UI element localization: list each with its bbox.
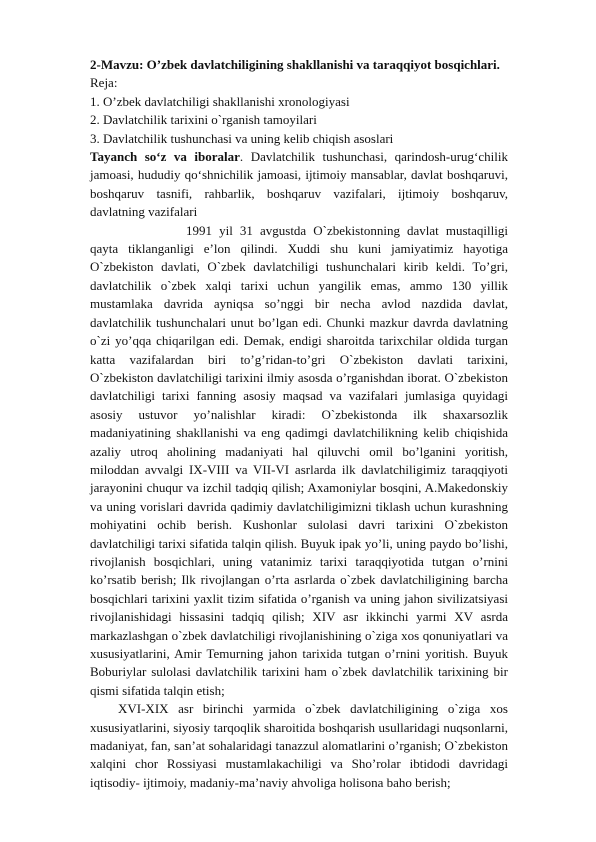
key-terms-text: . Davlatchilik tushunchasi, qarindosh-urug‘chilik jamoasi, hududiy qo‘shnichilik jamoasi, ijtimoiy mansablar, davlat boshqaruvi, boshqaruv tasnifi, rahbarlik, boshqaruv vazifalari, ijtimoiy boshqaruv, davlatning vazifalari — [90, 149, 508, 220]
key-terms-label: Tayanch so‘z va iboralar — [90, 149, 240, 165]
key-terms-paragraph — [90, 148, 508, 222]
body-paragraph-2: XVI-XIX asr birinchi yarmida o`zbek davlatchiligining o`ziga xos xususiyatlarini, siyosiy tarqoqlik sharoitida boshqarish usullaridagi nuqsonlarni, madaniyat, fan, san’at sohalaridagi tanazzul alomatlarini o’rganish; O`zbekiston xalqini chor Rossiyasi mustamlakachiligi va Sho’rolar ibtidodi davridagi iqtisodiy- ijtimoiy, madaniy-ma’naviy ahvoliga holisona baho berish; — [90, 701, 508, 790]
plan-item: 3. Davlatchilik tushunchasi va uning kelib chiqish asoslari — [90, 130, 394, 146]
document-title: 2-Mavzu: O’zbek davlatchiligining shakllanishi va taraqqiyot bosqichlari. — [90, 57, 500, 72]
plan-item: 2. Davlatchilik tarixini o`rganish tamoyilari — [90, 112, 317, 128]
document-page — [90, 56, 508, 792]
plan-label: Reja: — [90, 75, 118, 91]
body-paragraph-1: 1991 yil 31 avgustda O`zbekistonning davlat mustaqilligi qayta tiklanganligi e’lon qilindi. Xuddi shu kuni jamiyatimiz hayotiga O`zbekiston davlati, O`zbek davlatchiligi tushunchalari kirib keldi. To’gri, davlatchilik o`zbek xalqi tarixi uchun yangilik emas, ammo 130 yillik mustamlaka davrida ayniqsa so’nggi bir necha avlod nazdida davlat, davlatchilik tushunchalari unut bo’lgan edi. Chunki mazkur davrda davlatning o`zi yo’qqa chiqarilgan edi. Demak, endigi sharoitda tarixchilar oldida turgan katta vazifalardan biri to’g’ridan-to’gri O`zbekiston davlati tarixini, O`zbekiston davlatchiligi tarixini ilmiy asosda o’rganishdan iborat. O`zbekiston davlatchiligi tarixi fanning asosiy maqsad va vazifalari jumlasiga quyidagi asosiy ustuvor yo’nalishlar kiradi: O`zbekistonda ilk shaxarsozlik madaniyatining shakllanishi va eng qadimgi davlatchilikning kelib chiqishida azaliy utroq aholining madaniyati hal qiluvchi omil bo’lganini yoritish, miloddan avvalgi IX-VIII va VII-VI asrlarda ilk davlatchiligimiz taraqqiyoti jarayonini chuqur va izchil tadqiq qilish; Axamoniylar bosqini, A.Makedonskiy va uning vorislari davrida qadimiy davlatchiligimizni tiklash uchun kurashning mohiyatini ochib berish. Kushonlar sulolasi davri tarixini O`zbekiston davlatchiligi tarixi sifatida talqin qilish. Buyuk ipak yo’li, uning paydo bo’lishi, rivojlanish bosqichlari, uning vatanimiz tarixi taraqqiyotida tutgan o’rnini ko’rsatib berish; Ilk rivojlangan o’rta asrlarda o`zbek davlatchiligining barcha bosqichlari tarixini yaxlit tizim sifatida o’rganish va uning jahon sivilizatsiyasi rivojlanishidagi hissasini tadqiq qilish; XIV asr ikkinchi yarmi XV asrda markazlashgan o`zbek davlatchiligi rivojlanishining o`ziga xos qonuniyatlari va xususiyatlarini, Amir Temurning jahon tarixida tutgan o’rnini yoritish. Buyuk Boburiylar sulolasi davlatchilik tarixini ham o`zbek davlatchilik tarixining bir qismi sifatida talqin etish; — [90, 222, 508, 698]
plan-item: 1. O’zbek davlatchiligi shakllanishi xronologiyasi — [90, 93, 350, 109]
